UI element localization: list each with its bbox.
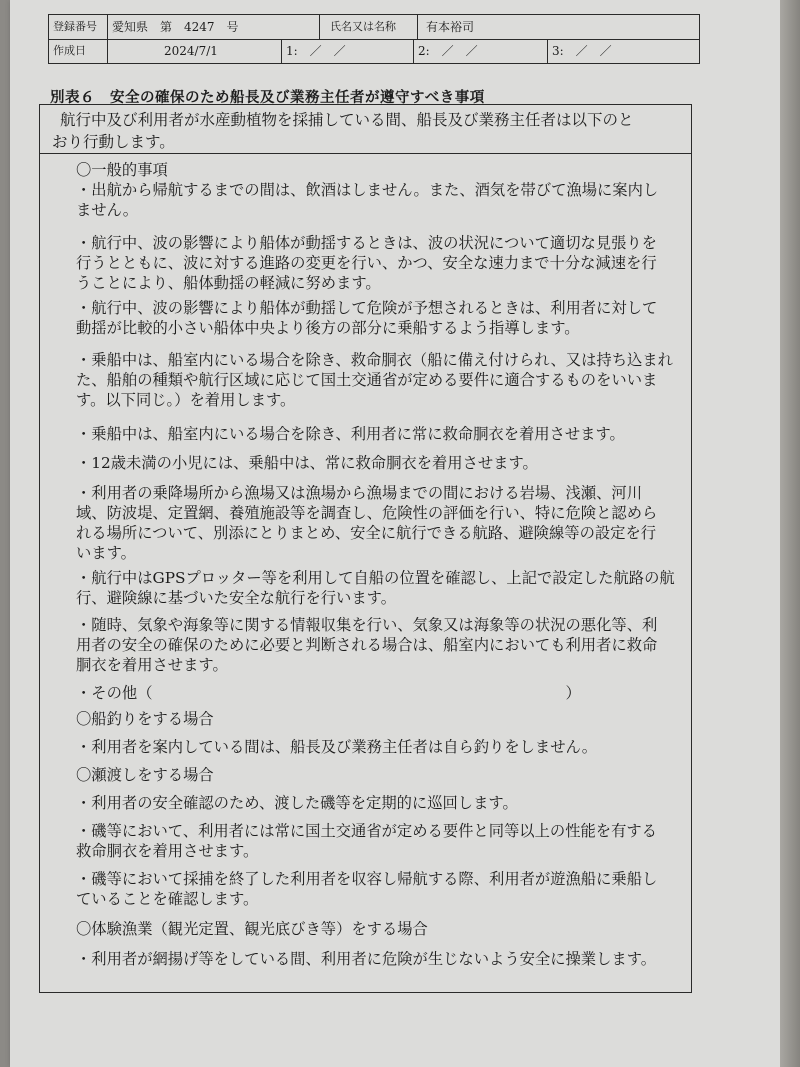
rule-line: ・12歳未満の小児には、乗船中は、常に救命胴衣を着用させます。 [76, 454, 538, 472]
rule-line: うことにより、船体動揺の軽減に努めます。 [76, 274, 381, 292]
update-date-1: 1: ／ ／ [281, 39, 413, 63]
rule-line: ・航行中、波の影響により船体が動揺して危険が予想されるときは、利用者に対して [76, 299, 658, 317]
document-page [10, 0, 780, 1067]
rule-line: ・乗船中は、船室内にいる場合を除き、救命胴衣（船に備え付けられ、又は持ち込まれ [76, 351, 673, 369]
registration-number-value: 愛知県 第 4247 号 [107, 15, 319, 39]
rules-box [39, 153, 692, 993]
rule-line: す。以下同じ。）を着用します。 [76, 391, 296, 409]
rule-line: ・磯等において採捕を終了した利用者を収容し帰航する際、利用者が遊漁船に乗船し [76, 870, 658, 888]
background-edge [780, 0, 800, 1067]
rule-line: ・利用者の安全確認のため、渡した磯等を定期的に巡回します。 [76, 794, 518, 812]
rule-line: れる場所について、別添にとりまとめ、安全に航行できる航路、避険線等の設定を行 [76, 524, 657, 542]
rule-line: ・随時、気象や海象等に関する情報収集を行い、気象又は海象等の状況の悪化等、利 [76, 616, 658, 634]
rule-line: ていることを確認します。 [76, 890, 259, 908]
registration-row-2 [49, 39, 699, 63]
rule-line: います。 [76, 544, 136, 562]
rule-line: ・乗船中は、船室内にいる場合を除き、利用者に常に救命胴衣を着用させます。 [76, 425, 625, 443]
rule-line: ・磯等において、利用者には常に国土交通省が定める要件と同等以上の性能を有する [76, 822, 657, 840]
section-title: 別表６ 安全の確保のため船長及び業務主任者が遵守すべき事項 [50, 90, 485, 106]
name-label: 氏名又は名称 [319, 15, 417, 39]
registration-row-1 [49, 15, 699, 40]
rule-line: 行、避険線に基づいた安全な航行を行います。 [76, 589, 397, 607]
name-value: 有本裕司 [417, 15, 701, 39]
rule-line: 胴衣を着用させます。 [76, 656, 228, 674]
heading-general: 〇一般的事項 [76, 161, 168, 179]
intro-line: 航行中及び利用者が水産動植物を採捕している間、船長及び業務主任者は以下のと [60, 111, 634, 129]
rule-line: ・利用者の乗降場所から漁場又は漁場から漁場までの間における岩場、浅瀬、河川 [76, 484, 642, 502]
rule-line: ・航行中、波の影響により船体が動揺するときは、波の状況について適切な見張りを [76, 234, 657, 252]
rule-line: 用者の安全の確保のために必要と判断される場合は、船室内においても利用者に救命 [76, 636, 658, 654]
rule-line: 行うとともに、波に対する進路の変更を行い、かつ、安全な速力まで十分な減速を行 [76, 254, 657, 272]
created-date-label: 作成日 [53, 44, 86, 57]
rule-line: ません。 [76, 201, 139, 219]
rule-line: た、船舶の種類や航行区域に応じて国土交通省が定める要件に適合するものをいいま [76, 371, 658, 389]
intro-line: おり行動します。 [52, 133, 175, 151]
update-date-2: 2: ／ ／ [413, 39, 547, 63]
heading-boat-fishing: 〇船釣りをする場合 [76, 710, 214, 728]
update-date-3: 3: ／ ／ [547, 39, 701, 63]
registration-table [48, 14, 700, 64]
created-date-value: 2024/7/1 [107, 39, 281, 63]
rule-line: ・航行中はGPSプロッター等を利用して自船の位置を確認し、上記で設定した航路の航 [76, 569, 675, 587]
rule-line: ・出航から帰航するまでの間は、飲酒はしません。また、酒気を帯びて漁場に案内し [76, 181, 659, 199]
rule-line: 動揺が比較的小さい船体中央より後方の部分に乗船するよう指導します。 [76, 319, 580, 337]
rule-line: 救命胴衣を着用させます。 [76, 842, 259, 860]
rule-line: ・利用者が網揚げ等をしている間、利用者に危険が生じないよう安全に操業します。 [76, 950, 657, 968]
heading-experience-fishing: 〇体験漁業（観光定置、観光底びき等）をする場合 [76, 920, 428, 938]
rule-line: ・利用者を案内している間は、船長及び業務主任者は自ら釣りをしません。 [76, 738, 598, 756]
rule-line: 域、防波堤、定置網、養殖施設等を調査し、危険性の評価を行い、特に危険と認めら [76, 504, 658, 522]
registration-number-label: 登録番号 [53, 20, 97, 33]
intro-box [39, 104, 692, 154]
other-line: ・その他（ ） [76, 684, 581, 702]
heading-ferry: 〇瀬渡しをする場合 [76, 766, 214, 784]
